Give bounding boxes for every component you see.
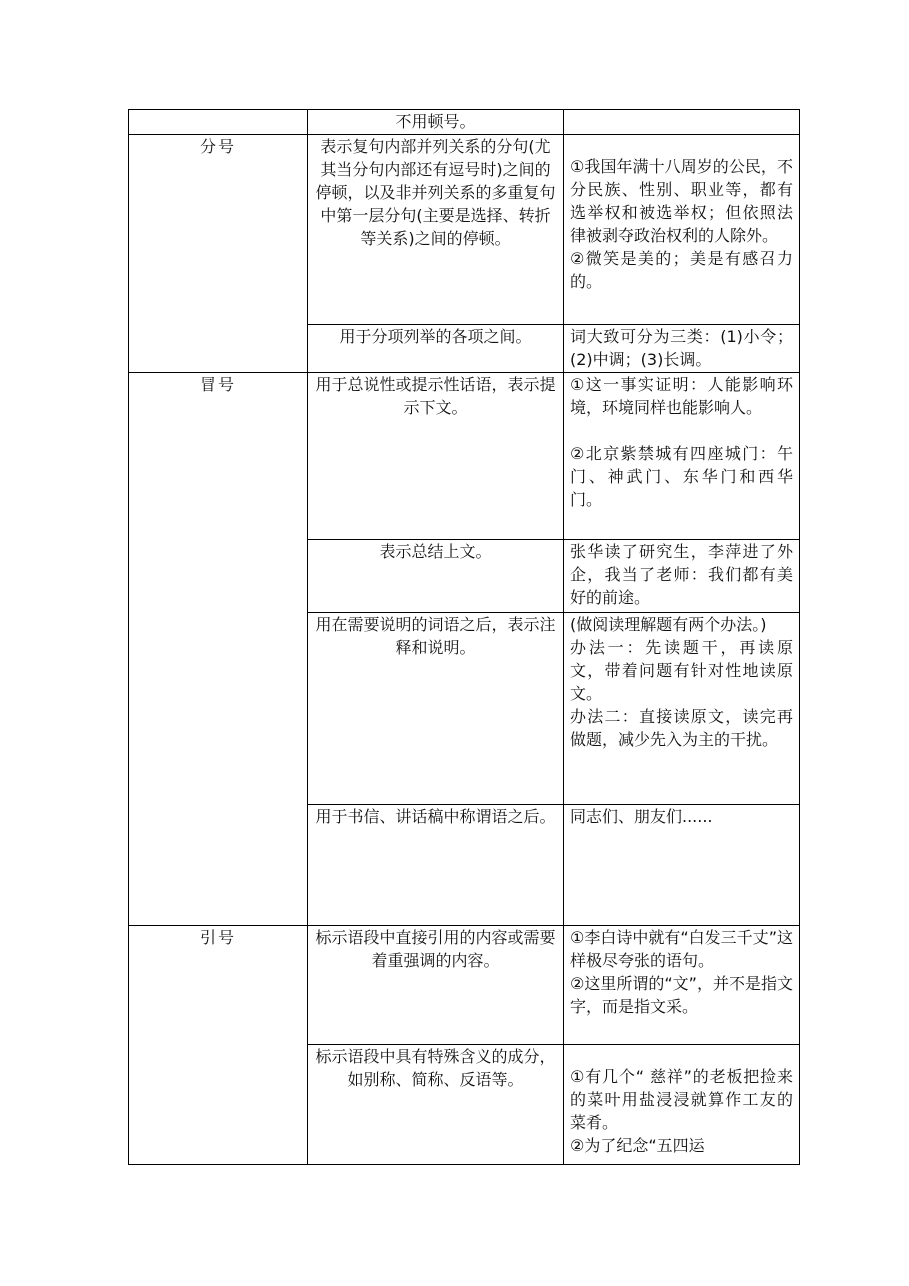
example-line: ①有几个“ 慈祥”的老板把捡来的菜叶用盐浸浸就算作工友的菜肴。	[570, 1067, 793, 1132]
usage-cell: 用于分项列举的各项之间。	[308, 325, 564, 373]
example-line: 办法一：先读题干，再读原文，带着问题有针对性地读原文。	[570, 638, 793, 703]
example-line: ②微笑是美的；美是有感召力的。	[570, 249, 793, 291]
usage-cell: 标示语段中直接引用的内容或需要着重强调的内容。	[308, 926, 564, 1045]
example-cell	[564, 135, 800, 325]
example-cell	[564, 110, 800, 135]
usage-cell: 用于书信、讲话稿中称谓语之后。	[308, 805, 564, 926]
example-cell	[564, 926, 800, 1045]
example-cell: 同志们、朋友们......	[564, 805, 800, 926]
example-line: ②为了纪念“五四运	[570, 1136, 705, 1155]
table-row	[129, 135, 800, 325]
example-cell	[564, 1045, 800, 1165]
table-row	[129, 373, 800, 540]
example-line: ①我国年满十八周岁的公民，不分民族、性别、职业等，都有选举权和被选举权；但依照法律被剥夺政治权利的人除外。	[570, 157, 793, 245]
example-line: ①这一事实证明：人能影响环境，环境同样也能影响人。	[570, 375, 793, 417]
punctuation-name-cell	[129, 110, 308, 135]
usage-cell: 表示总结上文。	[308, 540, 564, 613]
punctuation-name-cell: 冒号	[129, 373, 308, 926]
usage-cell: 标示语段中具有特殊含义的成分，如别称、简称、反语等。	[308, 1045, 564, 1165]
punctuation-table	[128, 109, 800, 1165]
example-cell	[564, 613, 800, 805]
table-row	[129, 110, 800, 135]
example-line: (做阅读理解题有两个办法。)	[570, 615, 767, 634]
usage-cell: 不用顿号。	[308, 110, 564, 135]
example-line: ①李白诗中就有“白发三千丈”这样极尽夸张的语句。	[570, 928, 793, 970]
example-line: ②北京紫禁城有四座城门：午门、神武门、东华门和西华门。	[570, 444, 793, 509]
example-cell: 词大致可分为三类：(1)小令；(2)中调；(3)长调。	[564, 325, 800, 373]
example-cell: 张华读了研究生，李萍进了外企，我当了老师：我们都有美好的前途。	[564, 540, 800, 613]
example-line: ②这里所谓的“文”，并不是指文字，而是指文采。	[570, 974, 793, 1016]
punctuation-name-cell: 分号	[129, 135, 308, 373]
example-spacer	[570, 419, 793, 442]
usage-cell: 表示复句内部并列关系的分句(尤其当分句内部还有逗号时)之间的停顿，以及非并列关系的多重复句中第一层分句(主要是选择、转折等关系)之间的停顿。	[308, 135, 564, 325]
usage-cell: 用在需要说明的词语之后，表示注释和说明。	[308, 613, 564, 805]
usage-cell: 用于总说性或提示性话语，表示提示下文。	[308, 373, 564, 540]
punctuation-name-cell: 引号	[129, 926, 308, 1165]
example-cell	[564, 373, 800, 540]
example-line: 办法二：直接读原文，读完再做题，减少先入为主的干扰。	[570, 707, 793, 749]
table-row	[129, 926, 800, 1045]
